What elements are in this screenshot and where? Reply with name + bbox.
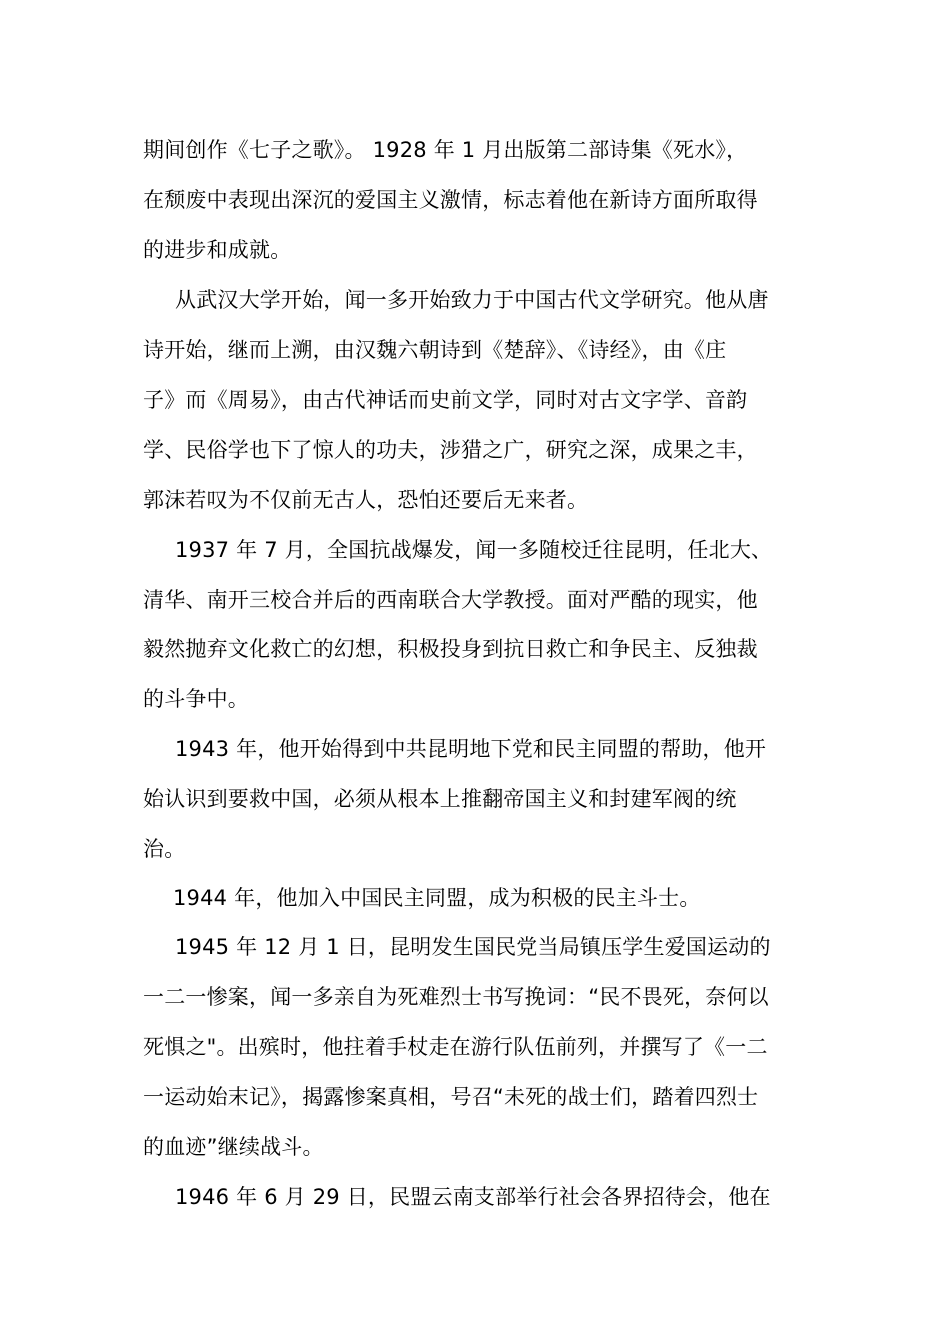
text-line-2: 在颓废中表现出深沉的爱国主义激情，标志着他在新诗方面所取得 xyxy=(143,188,758,212)
text-line-19: 死惧之"。出殡时，他拄着手杖走在游行队伍前列，并撰写了《一二 xyxy=(143,1035,768,1059)
text-line-14: 始认识到要救中国，必须从根本上推翻帝国主义和封建军阀的统 xyxy=(143,787,737,811)
text-line-1: 期间创作《七子之歌》。 1928 年 1 月出版第二部诗集《死水》， xyxy=(143,138,748,162)
text-line-18: 一二一惨案，闻一多亲自为死难烈士书写挽词：“民不畏死，奈何以 xyxy=(143,985,769,1009)
text-line-20: 一运动始末记》，揭露惨案真相，号召“未死的战士们，踏着四烈士 xyxy=(143,1085,759,1109)
text-line-12: 的斗争中。 xyxy=(143,687,249,711)
text-line-16: 1944 年，他加入中国民主同盟，成为积极的民主斗士。 xyxy=(173,886,701,910)
text-line-17: 1945 年 12 月 1 日，昆明发生国民党当局镇压学生爱国运动的 xyxy=(175,935,771,959)
text-line-22: 1946 年 6 月 29 日，民盟云南支部举行社会各界招待会，他在 xyxy=(175,1185,771,1209)
text-line-15: 治。 xyxy=(143,837,186,861)
text-line-11: 毅然抛弃文化救亡的幻想，积极投身到抗日救亡和争民主、反独裁 xyxy=(143,637,758,661)
text-line-3: 的进步和成就。 xyxy=(143,238,292,262)
text-line-9: 1937 年 7 月，全国抗战爆发，闻一多随校迁往昆明，任北大、 xyxy=(175,538,773,562)
text-line-4: 从武汉大学开始，闻一多开始致力于中国古代文学研究。他从唐 xyxy=(175,288,769,312)
text-line-7: 学、民俗学也下了惊人的功夫，涉猎之广，研究之深，成果之丰， xyxy=(143,438,758,462)
text-line-10: 清华、南开三校合并后的西南联合大学教授。面对严酷的现实，他 xyxy=(143,588,758,612)
text-line-13: 1943 年，他开始得到中共昆明地下党和民主同盟的帮助，他开 xyxy=(175,737,767,761)
text-line-21: 的血迹”继续战斗。 xyxy=(143,1135,324,1159)
text-line-5: 诗开始，继而上溯，由汉魏六朝诗到《楚辞》、《诗经》，由《庄 xyxy=(143,338,727,362)
text-line-6: 子》而《周易》，由古代神话而史前文学，同时对古文字学、音韵 xyxy=(143,388,748,412)
text-line-8: 郭沫若叹为不仅前无古人，恐怕还要后无来者。 xyxy=(143,488,589,512)
